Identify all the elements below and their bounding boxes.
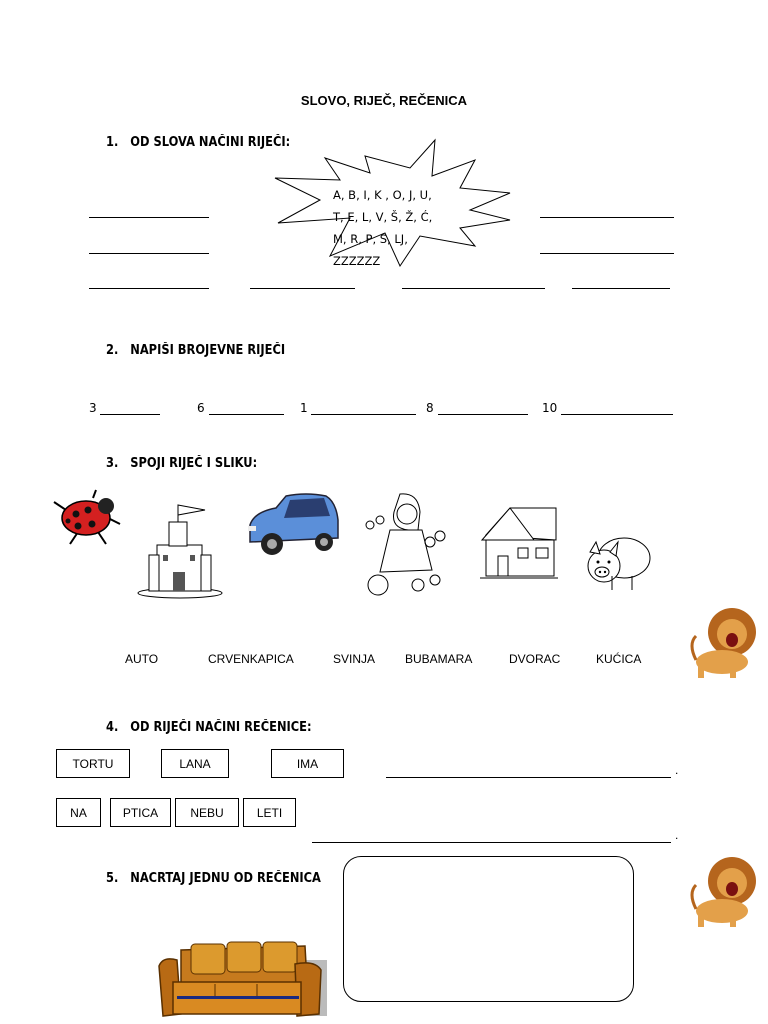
number-item: 8 <box>426 401 434 415</box>
answer-line[interactable] <box>100 414 160 415</box>
answer-line[interactable] <box>312 842 671 843</box>
answer-line[interactable] <box>572 288 670 289</box>
answer-line[interactable] <box>89 253 209 254</box>
word-label: KUĆICA <box>596 652 642 666</box>
section-3-heading: 3. SPOJI RIJEČ I SLIKU: <box>106 456 258 471</box>
answer-line[interactable] <box>402 288 545 289</box>
lion-image <box>686 604 766 682</box>
lion-image <box>686 853 766 933</box>
number-item: 10 <box>542 401 558 415</box>
answer-line[interactable] <box>386 777 671 778</box>
answer-line[interactable] <box>311 414 416 415</box>
word-label: SVINJA <box>333 652 376 666</box>
word-box[interactable]: LETI <box>243 798 296 827</box>
sentence-period: . <box>675 828 679 842</box>
number-item: 3 <box>89 401 97 415</box>
ladybug-image[interactable] <box>48 488 123 548</box>
drawing-box[interactable] <box>343 856 634 1002</box>
word-box[interactable]: NA <box>56 798 101 827</box>
answer-line[interactable] <box>89 288 209 289</box>
word-box[interactable]: IMA <box>271 749 344 778</box>
word-box[interactable]: NEBU <box>175 798 239 827</box>
word-label: BUBAMARA <box>405 652 473 666</box>
answer-line[interactable] <box>209 414 284 415</box>
section-5-heading: 5. NACRTAJ JEDNU OD REČENICA <box>106 871 321 886</box>
word-label: DVORAC <box>509 652 561 666</box>
number-item: 6 <box>197 401 205 415</box>
red-riding-hood-image[interactable] <box>360 490 455 600</box>
sofa-image <box>155 938 330 1024</box>
section-4-heading: 4. OD RIJEČI NAČINI REČENICE: <box>106 720 312 735</box>
section-1-heading: 1. OD SLOVA NAČINI RIJEČI: <box>106 135 291 150</box>
answer-line[interactable] <box>540 253 674 254</box>
answer-line[interactable] <box>540 217 674 218</box>
answer-line[interactable] <box>438 414 528 415</box>
word-box[interactable]: TORTU <box>56 749 130 778</box>
answer-line[interactable] <box>250 288 355 289</box>
word-box[interactable]: PTICA <box>110 798 171 827</box>
answer-line[interactable] <box>89 217 209 218</box>
number-item: 1 <box>300 401 308 415</box>
car-image[interactable] <box>246 490 341 565</box>
word-label: AUTO <box>125 652 159 666</box>
page-title: SLOVO, RIJEČ, REČENICA <box>300 93 468 108</box>
sentence-period: . <box>675 763 679 777</box>
answer-line[interactable] <box>561 414 673 415</box>
house-image[interactable] <box>478 500 560 600</box>
word-box[interactable]: LANA <box>161 749 229 778</box>
letters-list: A, B, I, K , O, J, U, T, E, L, V, Š, Ž, Ć, M, R, P, S, LJ, ZZZZZZ <box>333 188 433 268</box>
castle-image[interactable] <box>135 500 225 600</box>
pig-image[interactable] <box>582 528 654 600</box>
word-label: CRVENKAPICA <box>208 652 294 666</box>
section-2-heading: 2. NAPIŠI BROJEVNE RIJEČI <box>106 343 286 358</box>
